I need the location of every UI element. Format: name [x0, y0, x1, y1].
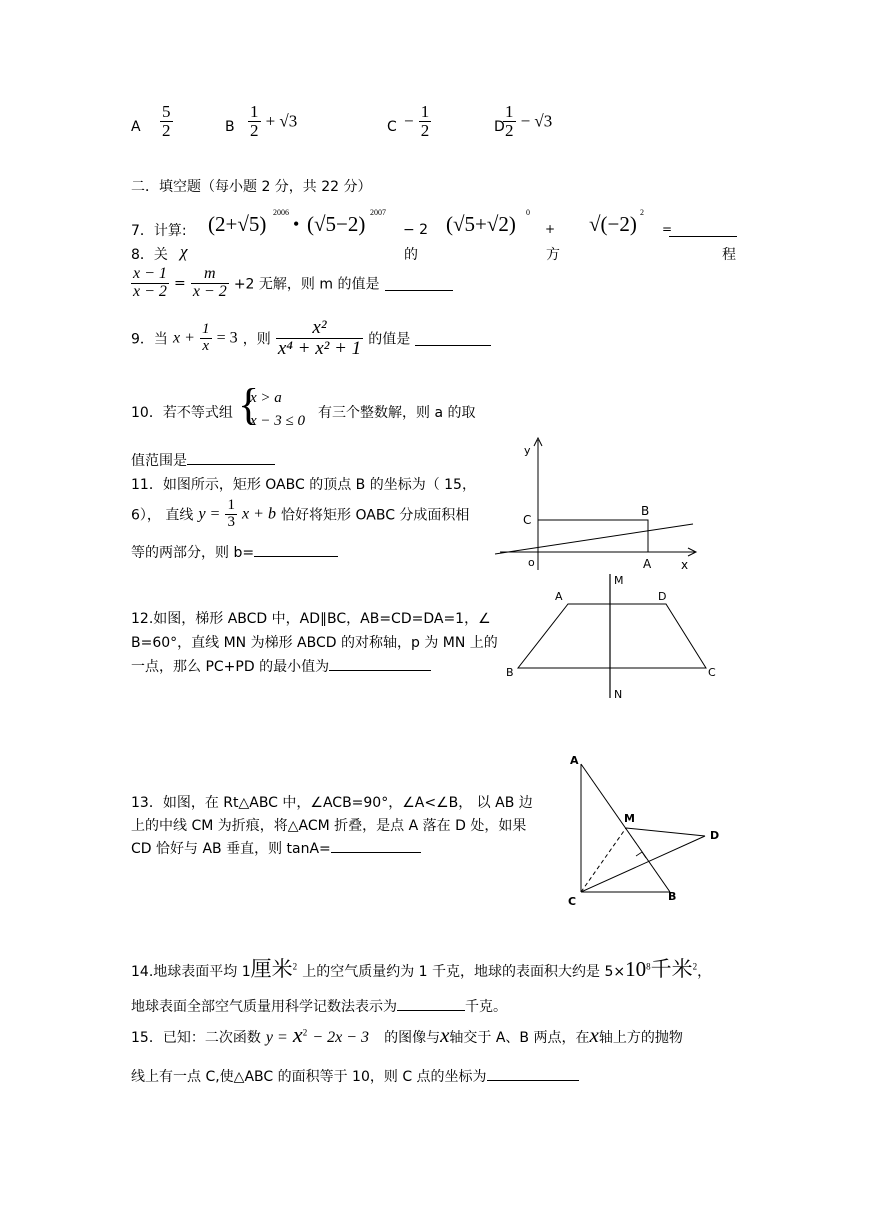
q15-line1	[131, 1022, 683, 1048]
q13-line3-text: CD 恰好与 AB 垂直，则 tanA=	[131, 841, 331, 857]
q13-answer-blank[interactable]	[331, 838, 421, 853]
q11-label-c: C	[523, 513, 532, 527]
q11-label-o: o	[528, 556, 535, 569]
option-a-letter: A	[131, 119, 141, 135]
q7-term4: √(−2)	[589, 212, 637, 236]
q10-line2	[131, 450, 275, 470]
q14-line2	[131, 996, 507, 1016]
q13-side-cd	[581, 836, 705, 892]
q15-func-exp: 2	[302, 1027, 308, 1038]
option-a-den: 2	[162, 120, 171, 140]
q11-label-b: B	[641, 504, 650, 518]
option-b-num: 1	[250, 102, 259, 121]
q12-line3	[131, 656, 431, 676]
q8-equation	[131, 266, 453, 301]
option-c-expr	[404, 103, 431, 140]
option-d-rest: − √3	[520, 111, 553, 131]
q8-word2: 的	[404, 247, 418, 263]
q12-label-c: C	[708, 666, 716, 679]
option-b-expr	[248, 103, 297, 140]
q11-line2b: 恰好将矩形 OABC 分成面积相	[281, 507, 470, 524]
q11-label-y: y	[524, 444, 531, 457]
q9-answer-blank[interactable]	[415, 331, 491, 346]
q14-sup1: 2	[292, 961, 298, 972]
q15-line2	[131, 1066, 579, 1086]
q9-line	[131, 318, 491, 359]
q7-answer-blank[interactable]	[669, 222, 737, 237]
q14-line1	[131, 953, 711, 983]
q7-exp4: 2	[640, 208, 644, 217]
q14-unit2: 千米	[650, 957, 693, 981]
q13-label-b: B	[668, 890, 677, 903]
q7-minus2: − 2	[403, 222, 429, 238]
q13-label-c: C	[568, 895, 577, 908]
q12-trapezoid	[518, 604, 706, 668]
q15-x1: x	[440, 1023, 450, 1047]
option-a-num: 5	[162, 102, 171, 121]
q11-answer-blank[interactable]	[254, 542, 338, 557]
q10-prefix: 10．若不等式组	[131, 405, 233, 421]
q13-line1: 13．如图，在 Rt△ABC 中，∠ACB=90°，∠A<∠B， 以 AB 边	[131, 795, 533, 811]
option-a-fraction	[160, 103, 173, 140]
option-d-letter: D	[494, 119, 505, 135]
q7-label: 7．计算:	[131, 223, 187, 239]
q8-f2-num: m	[204, 265, 216, 282]
q8-chi: χ	[180, 242, 188, 261]
q8-f1-num: x − 1	[133, 265, 167, 282]
q14-line2-end: 千克。	[465, 999, 507, 1015]
q10-answer-blank[interactable]	[187, 450, 275, 465]
option-b-letter: B	[225, 119, 235, 135]
q11-line	[495, 524, 693, 554]
q10-line2-text: 值范围是	[131, 453, 187, 469]
q8-word1: 8．关	[131, 247, 168, 263]
q9-prefix: 9．当	[131, 331, 168, 348]
q7-eq: =	[662, 222, 673, 236]
q11-line3	[131, 542, 338, 562]
option-d-expr	[503, 103, 552, 140]
q9-suffix: 的值是	[368, 331, 411, 348]
option-c-den: 2	[420, 120, 430, 140]
q11-eq-den: 3	[227, 513, 235, 530]
q10-ineq2: x − 3 ≤ 0	[250, 413, 306, 429]
q12-label-b: B	[506, 666, 514, 679]
q12-label-d: D	[658, 590, 667, 603]
q14-end: ，	[697, 964, 712, 980]
q15-line2-text: 线上有一点 C,使△ABC 的面积等于 10，则 C 点的坐标为	[131, 1069, 487, 1085]
q13-label-m: M	[624, 812, 635, 825]
q8-word3: 方	[546, 247, 560, 263]
q11-line2	[131, 498, 469, 531]
q7-term3: (√5+√2)	[446, 212, 516, 236]
q11-line1: 11．如图所示，矩形 OABC 的顶点 B 的坐标为（ 15，	[131, 477, 476, 493]
q11-label-x: x	[681, 558, 689, 572]
q14-unit1: 厘米	[250, 957, 293, 981]
q12-line1: 12.如图，梯形 ABCD 中，AD∥BC，AB=CD=DA=1，∠	[131, 611, 491, 627]
q8-eq: =	[174, 275, 186, 292]
q12-line2: B=60°，直线 MN 为梯形 ABCD 的对称轴，p 为 MN 上的	[131, 635, 498, 651]
q14-sup2: 2	[692, 961, 698, 972]
q10-ineq1: x > a	[250, 390, 282, 406]
q13-median-cm	[581, 828, 626, 892]
q11-rectangle	[538, 520, 648, 552]
q9-cond-x: x +	[173, 329, 195, 347]
q14-line2-text: 地球表面全部空气质量用科学记数法表示为	[131, 999, 397, 1015]
q8-f1-den: x − 2	[133, 282, 167, 300]
q9-expr-den: x⁴ + x² + 1	[277, 337, 362, 359]
q15-text-d: 轴上方的抛物	[598, 1030, 683, 1046]
q15-func-x: x	[292, 1022, 303, 1047]
option-d-den: 2	[505, 120, 514, 140]
q9-cond-den: x	[200, 338, 212, 355]
q13-label-a: A	[570, 754, 579, 767]
option-c-sign: −	[404, 111, 414, 131]
q10-suffix: 有三个整数解，则 a 的取	[318, 405, 476, 421]
q9-cond-num: 1	[202, 321, 210, 338]
q13-figure	[560, 748, 730, 914]
q15-text-a: 15．已知：二次函数	[131, 1030, 261, 1046]
q14-pow: 10	[625, 957, 647, 981]
q14-text-a: 14.地球表面平均 1	[131, 964, 251, 980]
q7-dot: •	[293, 214, 300, 234]
option-b-rest: + √3	[265, 111, 298, 131]
q9-expr-num: x²	[312, 317, 327, 338]
q15-func-rest: − 2x − 3	[312, 1029, 369, 1046]
option-b-den: 2	[250, 120, 259, 140]
q9-cond-eq: = 3	[216, 329, 238, 347]
q14-pow-exp: 8	[646, 961, 651, 972]
q13-line2: 上的中线 CM 为折痕，将△ACM 折叠，是点 A 落在 D 处，如果	[131, 818, 527, 834]
q12-answer-blank[interactable]	[329, 656, 431, 671]
option-d-num: 1	[505, 102, 514, 121]
q7-plus: +	[545, 222, 556, 236]
q11-line3-text: 等的两部分，则 b=	[131, 545, 255, 561]
q7-term1: (2+√5)	[208, 212, 267, 236]
q12-label-a: A	[555, 590, 563, 603]
option-b	[225, 119, 235, 135]
q12-line3-text: 一点，那么 PC+PD 的最小值为	[131, 659, 330, 675]
q7-exp3: 0	[526, 208, 530, 217]
q14-answer-blank[interactable]	[397, 996, 465, 1011]
q8-word4: 程	[722, 247, 736, 263]
q8-answer-blank[interactable]	[385, 276, 453, 291]
q10-brace: {	[238, 380, 260, 429]
q9-then: ，则	[242, 331, 271, 348]
option-a	[131, 119, 141, 135]
q13-line3	[131, 838, 421, 858]
q11-label-a: A	[643, 557, 652, 571]
q12-label-n: N	[614, 688, 623, 701]
q12-figure	[500, 570, 730, 706]
q11-eq-num: 1	[227, 497, 235, 513]
q11-line2a: 6）， 直线	[131, 507, 194, 524]
q11-eq-y: y =	[198, 505, 221, 523]
q15-text-c: 轴交于 A、B 两点，在	[449, 1030, 590, 1046]
option-c	[387, 119, 397, 135]
q8-tail: +2 无解，则 m 的值是	[233, 276, 380, 293]
q13-label-d: D	[710, 829, 720, 842]
q15-answer-blank[interactable]	[487, 1066, 579, 1081]
q7-exp1: 2006	[273, 208, 289, 217]
section-heading: 二．填空题（每小题 2 分，共 22 分）	[131, 179, 372, 195]
q12-label-m: M	[614, 574, 624, 587]
q15-x2: x	[589, 1023, 599, 1047]
option-c-letter: C	[387, 119, 397, 135]
q11-eq-rest: x + b	[242, 505, 276, 523]
q7-exp2: 2007	[370, 208, 386, 217]
q13-side-md	[626, 828, 705, 836]
q11-figure	[490, 432, 706, 576]
q7-term2: (√5−2)	[307, 212, 366, 236]
q8-f2-den: x − 2	[192, 282, 227, 300]
q14-text-b: 上的空气质量约为 1 千克，地球的表面积大约是 5×	[302, 964, 626, 980]
q15-func-y: y =	[265, 1029, 288, 1046]
q15-text-b: 的图像与	[384, 1030, 441, 1046]
option-c-num: 1	[420, 102, 430, 121]
